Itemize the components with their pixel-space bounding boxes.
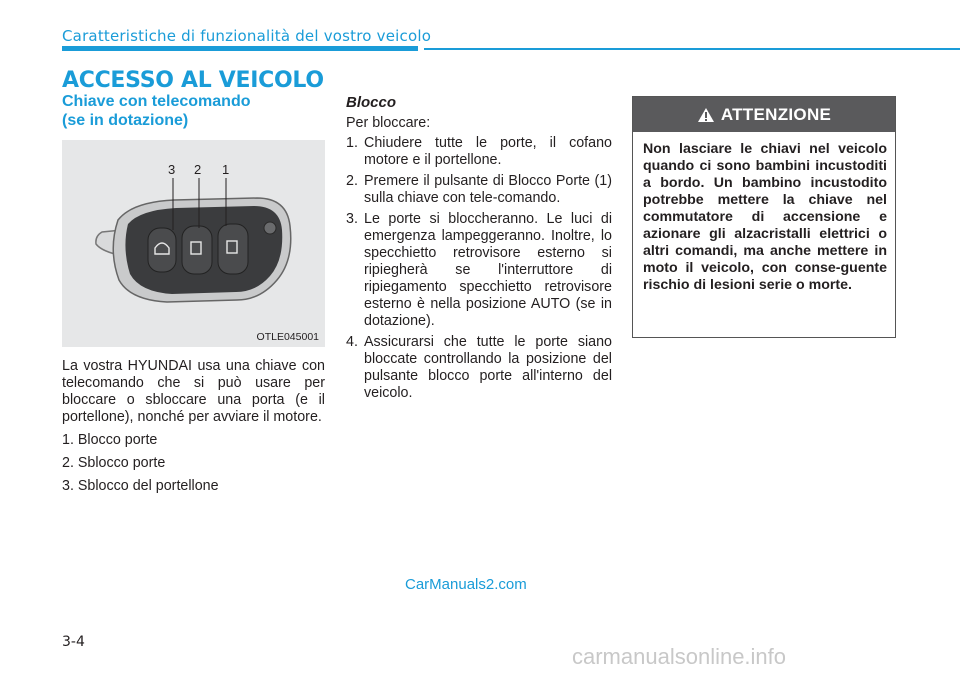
warning-triangle-icon: [697, 107, 715, 123]
lock-button: [218, 224, 248, 274]
blocco-heading: Blocco: [346, 94, 397, 111]
legend-item: 2. Sblocco porte: [62, 455, 166, 471]
callout-label-1: 1: [222, 162, 230, 177]
key-heading-line2: (se in dotazione): [62, 112, 189, 129]
key-heading-line1: Chiave con telecomando: [62, 93, 251, 110]
callout-label-2: 2: [194, 162, 202, 177]
key-intro-paragraph: La vostra HYUNDAI usa una chiave con telecomando che si può usare per bloccare o sbloccare una porta (e il portellone), nonché per avviare il motore.: [62, 358, 325, 425]
section-title: ACCESSO AL VEICOLO: [62, 68, 324, 93]
warning-label: ATTENZIONE: [720, 104, 832, 124]
tailgate-button: [148, 228, 176, 272]
chapter-header-title: Caratteristiche di funzionalità del vostro veicolo: [62, 27, 432, 45]
step-text: Chiudere tutte le porte, il cofano motore e il portellone.: [364, 135, 612, 168]
legend-item: 3. Sblocco del portellone: [62, 478, 219, 494]
step-text: Le porte si bloccheranno. Le luci di emergenza lampeggeranno. Inoltre, lo specchietto retrovisore esterno si ripiegherà se l'interruttore di ripiegamento specchietto retrovisore esterno è nella posizione AUTO (se in dotazione).: [364, 211, 612, 329]
figure-code: OTLE045001: [256, 331, 319, 343]
header-rule-thick: [62, 46, 418, 51]
locking-steps: [346, 135, 612, 402]
carmanuals-watermark: CarManuals2.com: [405, 576, 527, 593]
header-rule-thin: [424, 48, 960, 50]
step-number: 1.: [346, 135, 358, 151]
warning-box: [632, 96, 896, 338]
left-column: [62, 92, 325, 501]
page-number: 3-4: [62, 634, 85, 650]
step-text: Premere il pulsante di Blocco Porte (1) sulla chiave con tele-comando.: [364, 173, 612, 206]
step-item: [346, 135, 612, 169]
unlock-button: [182, 226, 212, 274]
remote-key-figure: [62, 140, 325, 347]
site-watermark: carmanualsonline.info: [572, 644, 787, 669]
warning-header: [633, 97, 895, 132]
button-legend: [62, 432, 325, 495]
legend-item: 1. Blocco porte: [62, 432, 158, 448]
step-item: [346, 211, 612, 330]
key-fob-screw: [264, 222, 276, 234]
key-heading: [62, 92, 325, 130]
callout-label-3: 3: [168, 162, 176, 177]
step-number: 2.: [346, 173, 358, 189]
step-text: Assicurarsi che tutte le porte siano bloccate controllando la posizione del pulsante blocco porte all'interno del veicolo.: [364, 334, 612, 401]
middle-column: [346, 94, 612, 406]
step-item: [346, 334, 612, 402]
step-item: [346, 173, 612, 207]
step-number: 3.: [346, 211, 358, 227]
step-number: 4.: [346, 334, 358, 350]
remote-key-illustration: [62, 140, 325, 347]
warning-text: Non lasciare le chiavi nel veicolo quando ci sono bambini incustoditi a bordo. Un bambino incustodito potrebbe mettere la chiave nel commutatore di accensione e azionare gli alzacristalli elettrici o altri comandi, ma anche mettere in moto il veicolo, con conse-guente rischio di lesioni serie o morte.: [643, 141, 887, 293]
blocco-lead: Per bloccare:: [346, 115, 431, 131]
